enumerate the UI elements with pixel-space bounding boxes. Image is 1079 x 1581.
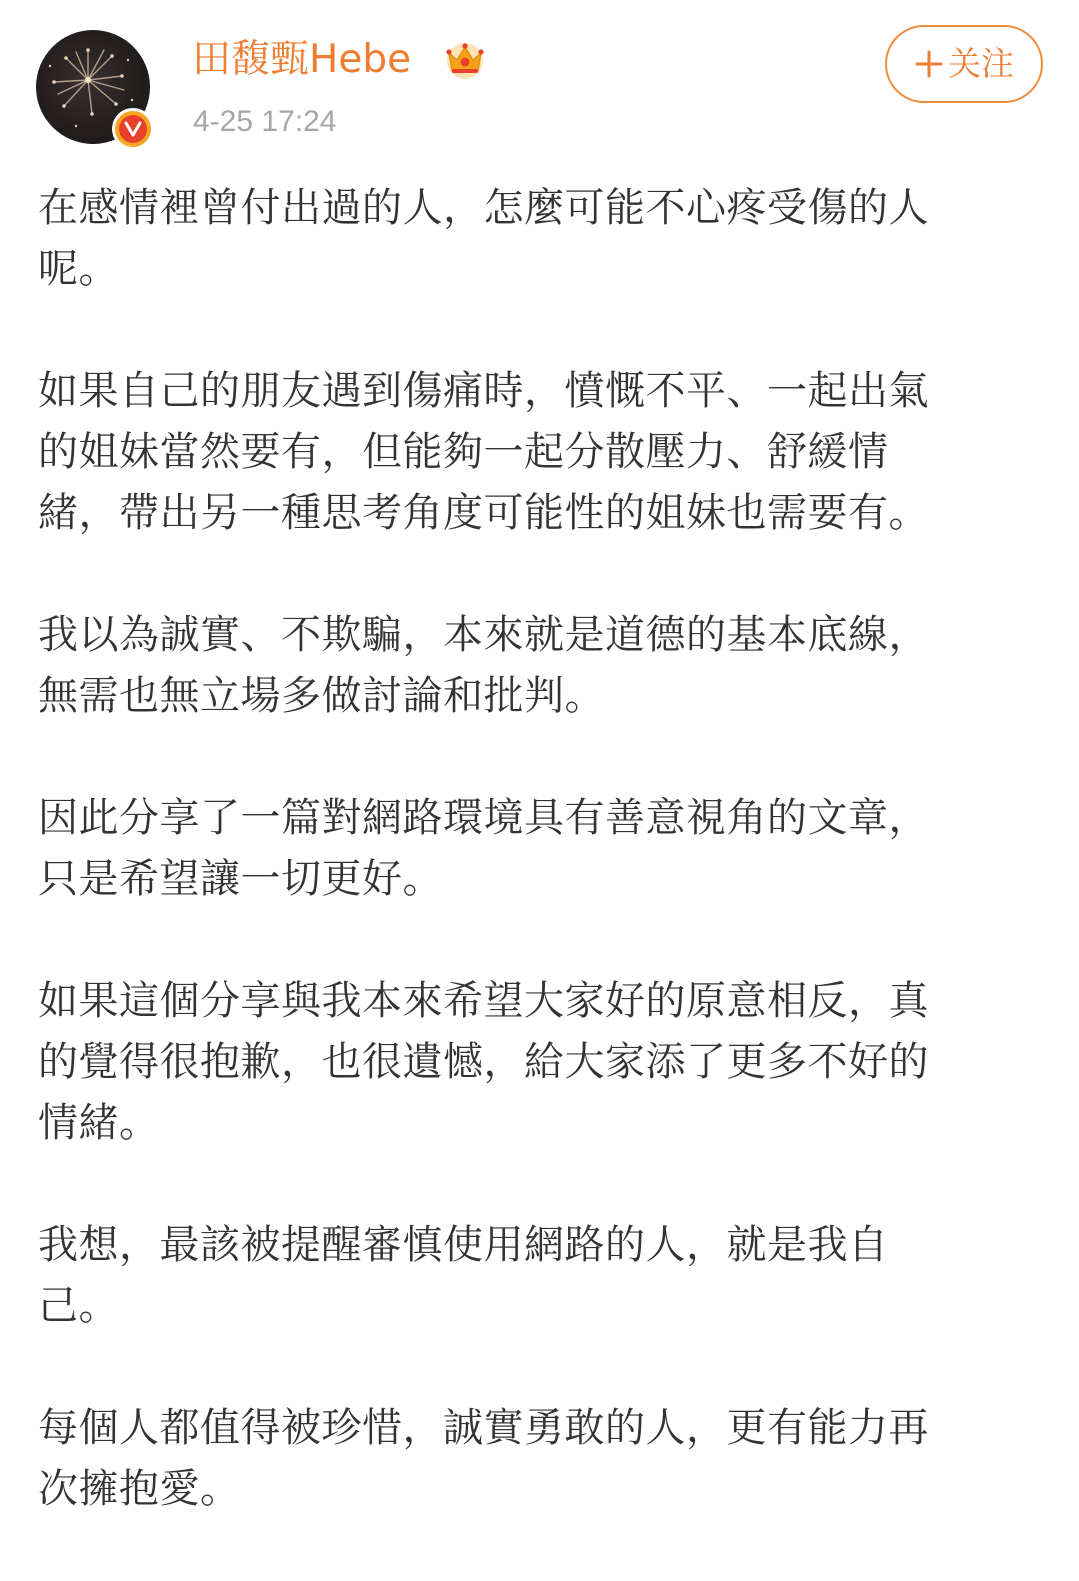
post-paragraph: 如果自己的朋友遇到傷痛時，憤慨不平、一起出氣 的姐妹當然要有，但能夠一起分散壓力、舒緩情 緒，帶出另一種思考角度可能性的姐妹也需要有。 [38, 368, 929, 536]
verified-v-badge-icon [112, 108, 154, 150]
post-header [0, 0, 1079, 160]
post-paragraph: 每個人都值得被珍惜，誠實勇敢的人，更有能力再 次擁抱愛。 [38, 1405, 929, 1512]
post-paragraph: 因此分享了一篇對網路環境具有善意視角的文章， 只是希望讓一切更好。 [38, 795, 929, 902]
post-timestamp: 4-25 17:24 [193, 105, 337, 138]
post-paragraph: 在感情裡曾付出過的人，怎麼可能不心疼受傷的人 呢。 [38, 185, 929, 292]
crown-icon[interactable] [442, 38, 488, 80]
follow-button[interactable] [885, 25, 1043, 103]
post-paragraph: 如果這個分享與我本來希望大家好的原意相反，真 的覺得很抱歉，也很遺憾，給大家添了更多不好的 情緒。 [38, 978, 929, 1146]
post-paragraph: 我想，最該被提醒審慎使用網路的人，就是我自 己。 [38, 1222, 889, 1329]
post-paragraph: 我以為誠實、不欺騙，本來就是道德的基本底線， 無需也無立場多做討論和批判。 [38, 612, 929, 719]
plus-icon [914, 49, 944, 79]
author-name[interactable]: 田馥甄Hebe [192, 37, 412, 82]
follow-button-label: 关注 [948, 44, 1014, 83]
post-body [38, 178, 1038, 1581]
